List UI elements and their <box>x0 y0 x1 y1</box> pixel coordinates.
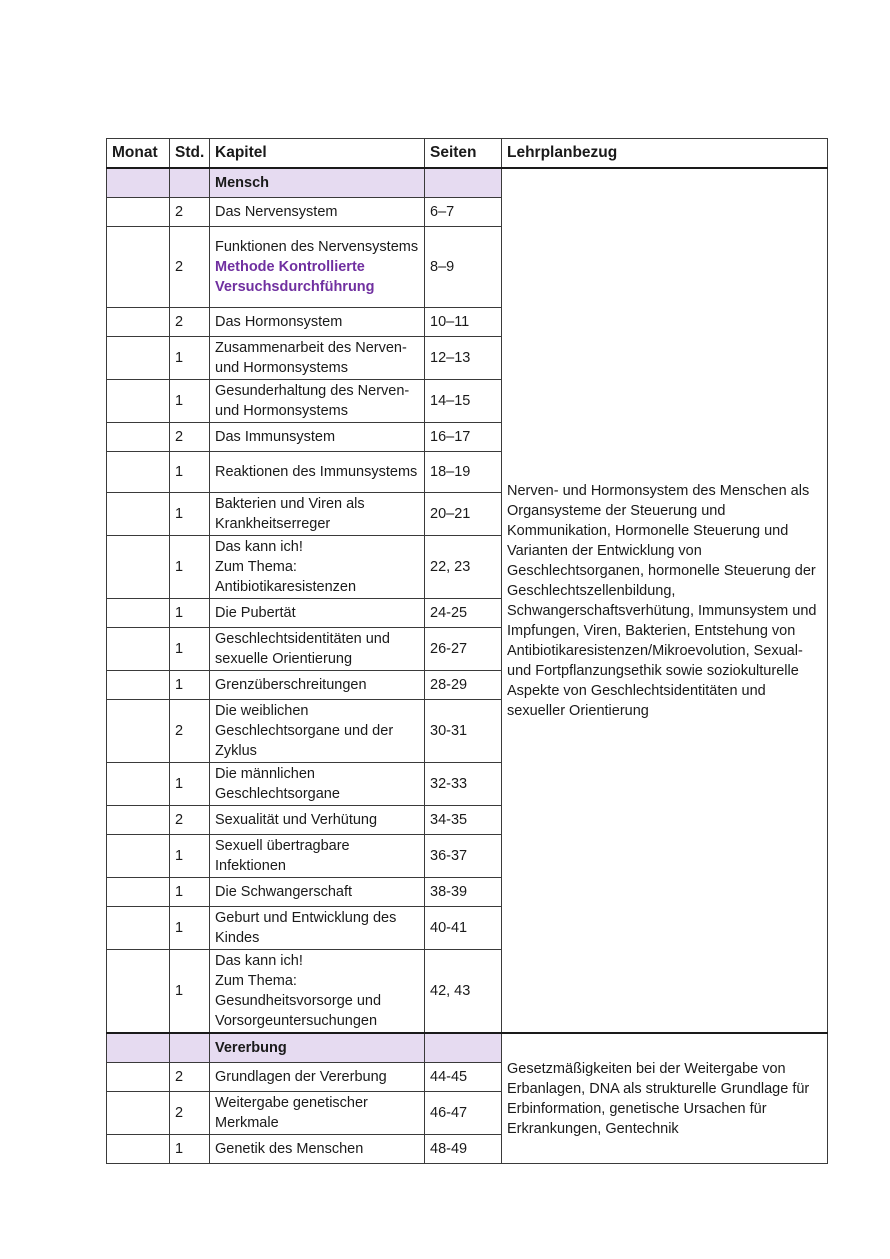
std-cell: 1 <box>170 907 210 950</box>
monat-cell <box>107 308 170 337</box>
monat-cell <box>107 700 170 763</box>
monat-cell <box>107 168 170 198</box>
kapitel-cell: Genetik des Menschen <box>210 1135 425 1164</box>
std-cell: 1 <box>170 380 210 423</box>
monat-cell <box>107 806 170 835</box>
lehrplan-text: Nerven- und Hormonsystem des Menschen als Organsysteme der Steuerung und Kommunikation, Hormonelle Steuerung und Varianten der Entwicklung von Geschlechtsorganen, hormonelle Steuerung der Geschlechtszellenbildung, Schwangerschaftsverhütung, Immunsystem und Impfungen, Viren, Bakterien, Entstehung von Antibiotikaresistenzen/Mikroevolution, Sexual- und Fortpflanzungsethik sowie soziokulturelle Aspekte von Geschlechtsidentitäten und sexueller Orientierung <box>502 168 828 1033</box>
kapitel-line: Gesundheitsvorsorge und Vorsorgeuntersuchungen <box>215 993 382 1029</box>
std-cell: 2 <box>170 1063 210 1092</box>
seiten-cell: 16–17 <box>425 423 502 452</box>
seiten-cell: 8–9 <box>425 227 502 308</box>
monat-cell <box>107 1033 170 1063</box>
monat-cell <box>107 878 170 907</box>
kapitel-cell: Die Pubertät <box>210 599 425 628</box>
kapitel-cell <box>210 227 425 308</box>
monat-cell <box>107 835 170 878</box>
seiten-cell: 40-41 <box>425 907 502 950</box>
std-cell: 1 <box>170 493 210 536</box>
kapitel-cell: Bakterien und Viren als Krankheitserreger <box>210 493 425 536</box>
header-row <box>107 139 828 169</box>
monat-cell <box>107 423 170 452</box>
std-cell: 2 <box>170 1092 210 1135</box>
std-cell: 1 <box>170 1135 210 1164</box>
std-cell: 1 <box>170 452 210 493</box>
header-monat: Monat <box>107 139 170 169</box>
kapitel-cell: Grundlagen der Vererbung <box>210 1063 425 1092</box>
kapitel-cell: Das Nervensystem <box>210 198 425 227</box>
std-cell: 2 <box>170 423 210 452</box>
std-cell: 1 <box>170 878 210 907</box>
kapitel-cell: Geschlechtsidentitäten und sexuelle Orientierung <box>210 628 425 671</box>
seiten-cell: 12–13 <box>425 337 502 380</box>
std-cell: 1 <box>170 763 210 806</box>
header-lehrplanbezug: Lehrplanbezug <box>502 139 828 169</box>
seiten-cell: 6–7 <box>425 198 502 227</box>
kapitel-cell: Geburt und Entwicklung des Kindes <box>210 907 425 950</box>
seiten-cell: 44-45 <box>425 1063 502 1092</box>
seiten-cell: 46-47 <box>425 1092 502 1135</box>
kapitel-line: Zum Thema: <box>215 559 297 575</box>
std-cell: 1 <box>170 628 210 671</box>
seiten-cell: 22, 23 <box>425 536 502 599</box>
std-cell: 1 <box>170 671 210 700</box>
seiten-cell: 30-31 <box>425 700 502 763</box>
std-cell: 1 <box>170 835 210 878</box>
seiten-cell: 34-35 <box>425 806 502 835</box>
kapitel-cell: Die männlichen Geschlechtsorgane <box>210 763 425 806</box>
monat-cell <box>107 907 170 950</box>
std-cell: 2 <box>170 227 210 308</box>
kapitel-text: Funktionen des Nervensystems <box>215 239 419 255</box>
monat-cell <box>107 536 170 599</box>
seiten-cell <box>425 168 502 198</box>
seiten-cell: 32-33 <box>425 763 502 806</box>
kapitel-cell: Die weiblichen Geschlechtsorgane und der Zyklus <box>210 700 425 763</box>
std-cell <box>170 1033 210 1063</box>
lehrplan-table <box>106 138 828 1164</box>
kapitel-cell: Grenzüberschreitungen <box>210 671 425 700</box>
std-cell: 1 <box>170 599 210 628</box>
kapitel-cell: Reaktionen des Immunsystems <box>210 452 425 493</box>
monat-cell <box>107 1063 170 1092</box>
seiten-cell: 10–11 <box>425 308 502 337</box>
kapitel-cell: Sexualität und Verhütung <box>210 806 425 835</box>
kapitel-line: Zum Thema: <box>215 973 297 989</box>
kapitel-cell: Sexuell übertragbare Infektionen <box>210 835 425 878</box>
std-cell: 1 <box>170 950 210 1034</box>
section-row-mensch <box>107 168 828 198</box>
monat-cell <box>107 452 170 493</box>
seiten-cell: 28-29 <box>425 671 502 700</box>
monat-cell <box>107 1092 170 1135</box>
monat-cell <box>107 198 170 227</box>
std-cell: 1 <box>170 337 210 380</box>
kapitel-line: Das kann ich! <box>215 539 303 555</box>
header-kapitel: Kapitel <box>210 139 425 169</box>
seiten-cell <box>425 1033 502 1063</box>
monat-cell <box>107 380 170 423</box>
seiten-cell: 24-25 <box>425 599 502 628</box>
monat-cell <box>107 599 170 628</box>
std-cell: 1 <box>170 536 210 599</box>
seiten-cell: 38-39 <box>425 878 502 907</box>
seiten-cell: 18–19 <box>425 452 502 493</box>
std-cell <box>170 168 210 198</box>
monat-cell <box>107 493 170 536</box>
monat-cell <box>107 628 170 671</box>
kapitel-cell <box>210 536 425 599</box>
kapitel-cell: Zusammenarbeit des Nerven- und Hormonsystems <box>210 337 425 380</box>
monat-cell <box>107 337 170 380</box>
seiten-cell: 26-27 <box>425 628 502 671</box>
header-std: Std. <box>170 139 210 169</box>
monat-cell <box>107 671 170 700</box>
kapitel-cell: Das Immunsystem <box>210 423 425 452</box>
seiten-cell: 42, 43 <box>425 950 502 1034</box>
seiten-cell: 48-49 <box>425 1135 502 1164</box>
seiten-cell: 20–21 <box>425 493 502 536</box>
kapitel-cell <box>210 950 425 1034</box>
methode-text: Methode Kontrollierte Versuchsdurchführung <box>215 259 375 295</box>
header-seiten: Seiten <box>425 139 502 169</box>
seiten-cell: 36-37 <box>425 835 502 878</box>
monat-cell <box>107 950 170 1034</box>
kapitel-cell: Das Hormonsystem <box>210 308 425 337</box>
std-cell: 2 <box>170 700 210 763</box>
lehrplan-text: Gesetzmäßigkeiten bei der Weitergabe von Erbanlagen, DNA als strukturelle Grundlage für Erbinformation, genetische Ursachen für Erkrankungen, Gentechnik <box>502 1033 828 1164</box>
std-cell: 2 <box>170 198 210 227</box>
kapitel-cell: Gesunderhaltung des Nerven- und Hormonsystems <box>210 380 425 423</box>
monat-cell <box>107 763 170 806</box>
kapitel-line: Antibiotikaresistenzen <box>215 579 357 595</box>
section-title: Vererbung <box>210 1033 425 1063</box>
std-cell: 2 <box>170 308 210 337</box>
kapitel-line: Das kann ich! <box>215 953 303 969</box>
section-title: Mensch <box>210 168 425 198</box>
monat-cell <box>107 1135 170 1164</box>
std-cell: 2 <box>170 806 210 835</box>
monat-cell <box>107 227 170 308</box>
kapitel-cell: Die Schwangerschaft <box>210 878 425 907</box>
kapitel-cell: Weitergabe genetischer Merkmale <box>210 1092 425 1135</box>
section-row-vererbung <box>107 1033 828 1063</box>
seiten-cell: 14–15 <box>425 380 502 423</box>
